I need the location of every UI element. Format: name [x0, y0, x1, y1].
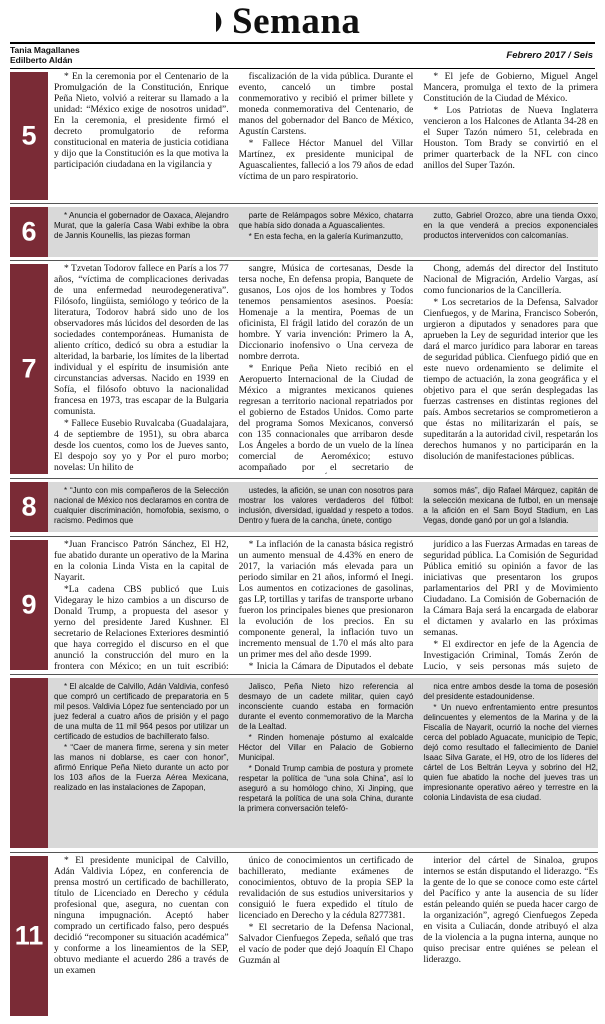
day-number: 5 — [21, 120, 37, 151]
text-column — [239, 856, 414, 1016]
text-column — [54, 72, 229, 200]
news-item: * Rinden homenaje póstumo al exalcalde Héctor del Villar en Palacio de Gobierno Municipal. — [238, 733, 414, 762]
day-number: 7 — [21, 353, 37, 384]
masthead — [0, 0, 605, 65]
news-item: * Fallece Eusebio Ruvalcaba (Guadalajara, 4 de septiembre de 1951), su obra abarca desde los cuentos, como los de Jueves santo, El despojo soy yo y Por el puro morbo; novelas: Un hilito de — [54, 419, 229, 473]
day-number: 8 — [21, 491, 37, 522]
news-item: zutto, Gabriel Orozco, abre una tienda Oxxo, en la que venderá a precios exponenciales productos intervenidos con calcomanías. — [423, 211, 598, 240]
text-column — [239, 540, 414, 670]
row-divider — [10, 478, 598, 479]
news-item: fiscalización de la vida pública. Durante el evento, canceló un timbre postal conmemorativo y recibió el primer billete y moneda conmemorativa del Centenario, de manos del gobernador del Banco de México, Agustín Carstens. — [238, 72, 414, 137]
day-row — [10, 72, 598, 200]
news-item: * Fallece Héctor Manuel del Villar Martínez, ex presidente municipal de Aguascalientes, falleció a los 79 años de edad víctima de un paro respiratorio. — [238, 139, 414, 182]
news-item: * El presidente municipal de Calvillo, Adán Valdivia López, en conferencia de prensa mostró un certificado de bachillerato, título de Licenciado en Derecho y cédula profesional que, asegura, no cuentan con ninguna impugnación. Aceptó haber comprado un certificado falso, pero después decidió “recomponer su situación académica” y conforme a los lineamientos de la SEP, obtuvo mediante el acuerdo 286 a través de un examen — [54, 856, 229, 976]
day-row — [10, 264, 598, 474]
half-circle-icon — [214, 10, 230, 34]
news-item: interior del cártel de Sinaloa, grupos internos se están disputando el liderazgo. “Es la gente de lo que se conoce como este cártel del Pacífico y ante la ausencia de su líder están peleando quién se pueda hacer cargo de la organización”, agregó Cienfuegos Zepeda en visita a Culiacán, donde atribuyó el alza de la violencia a la pugna interna, aunque no quiso precisar entre quiénes se pelean el liderazgo. — [423, 856, 598, 965]
news-item: * El alcalde de Calvillo, Adán Valdivia, confesó que compró un certificado de preparatoria en 5 mil pesos. Valdivia López fue sentenciado por un juez federal a cuatro años de prisión y el pago de una multa de 11 mil 964 pesos por utilizar un certificado de estudios de bachillerato falso. — [54, 682, 229, 741]
day-number-badge — [10, 72, 48, 200]
text-column — [239, 72, 414, 200]
text-column — [239, 264, 414, 474]
news-item: nica entre ambos desde la toma de posesión del presidente estadounidense. — [423, 682, 598, 701]
day-columns — [54, 540, 598, 670]
news-item: * Enrique Peña Nieto recibió en el Aeropuerto Internacional de la Ciudad de México a migrantes mexicanos quienes regresan a territorio nacional repatriados por el gobierno de Estados Unidos. Como parte del programa Somos Mexicanos, conversó con 135 connacionales que arribaron desde Los Ángeles a bordo de un vuelo de la línea comercial de Aeroméxico; estuvo acompañado por el secretario de — [238, 364, 414, 473]
news-item: * El exdirector en jefe de la Agencia de Investigación Criminal, Tomás Zerón de Lucio, y seis personas más sujeto de — [423, 640, 598, 670]
news-item: Chong, además del director del Instituto Nacional de Migración, Ardelio Vargas, así como funcionarios de la Cancillería. — [423, 264, 598, 296]
text-column — [54, 540, 229, 670]
news-item: * “Caer de manera firme, serena y sin meter las manos ni doblarse, es caer con honor”, afirmó Enrique Peña Nieto durante un acto por los 103 años de la Fuerza Aérea Mexicana, realizado en las instalaciones de Zapopan, — [54, 743, 229, 792]
news-item: * Los secretarios de la Defensa, Salvador Cienfuegos, y de Marina, Francisco Soberón, urgieron a diputados y senadores para que aprueben la Ley de seguridad interior que les dará el marco jurídico para laborar en tareas de seguridad pública. Cienfuego pidió que en este nuevo ordenamiento se delimite el tiempo de actuación, la zona geográfica y el objetivo para el que serán desplegadas las fuerzas castrenses en distintas regiones del país. Ambos secretarios se comprometieron a que éstas no militarizarán el país, se supeditarán a la autoridad civil, respetarán los derechos humanos y no participarán en la disolución de manifestaciones públicas. — [423, 298, 598, 462]
text-column — [423, 682, 598, 848]
news-item: * Donald Trump cambia de postura y promete respetar la política de “una sola China”, así lo aseguró a su homólogo chino, Xi Jinping, que respetará la política de una sola China, durante la primera conversación telefó- — [238, 764, 414, 813]
day-columns — [54, 682, 598, 848]
news-item: * En esta fecha, en la galería Kurimanzutto, — [248, 232, 403, 241]
news-item: ustedes, la afición, se unan con nosotros para mostrar los valores verdaderos del fútbol: inclusión, diversidad, igualdad y respeto a todos. Dentro y fuera de la cancha, únete, contigo — [238, 486, 414, 525]
news-item: único de conocimientos un certificado de bachillerato, mediante exámenes de conocimientos, obtuvo de la propia SEP la revalidación de sus estudios universitarios y consiguió le fuera expedido el título de licenciado en Derecho y la cédula 8277381. — [238, 856, 414, 921]
day-number: 11 — [14, 920, 44, 951]
day-number-badge — [10, 264, 48, 474]
news-item: * La inflación de la canasta básica registró un aumento mensual de 4.43% en enero de 2017, la variación más elevada para un periodo similar en 21 años, informó el Inegi. Los aumentos en cotizaciones de gasolinas, gas LP, tortillas y tarifas de transporte urbano fueron los principales bienes que presionaron la evolución de los precios. En su componente general, la inflación tuvo un incremento mensual de 1.70 el más alto para un primer mes del año desde 1999. — [238, 540, 414, 660]
news-item: somos más”, dijo Rafael Márquez, capitán de la selección mexicana de futbol, en un mensaje a la afición en el Sam Boyd Stadium, en Las Vegas, donde ganó por un gol a Islandia. — [423, 486, 598, 525]
news-item: * El secretario de la Defensa Nacional, Salvador Cienfuegos Zepeda, señaló que tras el vacío de poder que dejó Joaquín El Chapo Guzmán al — [238, 923, 414, 966]
row-divider — [10, 260, 598, 261]
section-title: Semana — [232, 1, 361, 42]
news-item: *La cadena CBS publicó que Luis Videgaray le hizo cambios a un discurso de Donald Trump, a propuesta del asesor y yerno del presidente Jared Kushner. El secretario de Relaciones Exteriores desmintió que haya corregido el discurso en el que anunció la construcción del muro en la frontera con México; en un tuit escribió: — [54, 585, 229, 670]
author-name: Edilberto Aldán — [10, 54, 73, 65]
day-number: 6 — [21, 216, 37, 247]
news-item: * Anuncia el gobernador de Oaxaca, Alejandro Murat, que la galería Casa Wabi exhibe la obra de Jannis Kounellis, las piezas forman — [54, 211, 229, 240]
day-row — [10, 207, 598, 257]
day-number-badge — [10, 207, 48, 257]
day-columns — [54, 856, 598, 1016]
text-column — [54, 682, 229, 848]
day-number-badge — [10, 482, 48, 532]
day-row — [10, 540, 598, 670]
text-column — [54, 264, 229, 474]
row-divider — [10, 536, 598, 537]
issue-date: Febrero 2017 / Seis — [506, 50, 593, 61]
author-name: Tania Magallanes — [10, 45, 80, 55]
news-item: * En la ceremonia por el Centenario de la Promulgación de la Constitución, Enrique Peña Nieto, volvió a reiterar su llamado a la unidad: “México exige de nosotros unidad”. En la ceremonia, el presidente firmó el decreto promulgatorio de reforma constitucional en materia de justicia cotidiana y dijo que la Constitución es la que motiva la participación ciudadana en la vigilancia y — [54, 72, 229, 170]
text-column — [423, 72, 598, 200]
text-column — [423, 264, 598, 474]
row-divider — [10, 852, 598, 853]
text-column — [239, 211, 414, 257]
day-columns — [54, 486, 598, 532]
text-column — [54, 856, 229, 1016]
day-row — [10, 856, 598, 1016]
text-column — [423, 540, 598, 670]
authors — [10, 46, 80, 65]
day-number: 9 — [21, 589, 37, 620]
day-number-badge — [10, 540, 48, 670]
day-row — [10, 482, 598, 532]
row-divider — [10, 203, 598, 204]
news-item: * El jefe de Gobierno, Miguel Ángel Mancera, promulga el texto de la primera Constitución de la Ciudad de México. — [423, 72, 598, 104]
day-row — [10, 678, 598, 848]
text-column — [423, 856, 598, 1016]
byline-bar — [10, 42, 595, 69]
news-item: sangre, Música de cortesanas, Desde la tersa noche, En defensa propia, Banquete de gusanos, Los ojos de los hombres y Todos tenemos pensamientos asesinos. Poesía: Homenaje a la mentira, Poemas de un oficinista, El frágil latido del corazón de un hombre. Y varia invención: Primero la A, Diccionario inofensivo o Una cerveza de nombre derrota. — [238, 264, 414, 362]
news-item: parte de Relámpagos sobre México, chatarra que había sido donada a Aguascalientes. — [238, 211, 414, 230]
day-columns — [54, 72, 598, 200]
news-item: * Inicia la Cámara de Diputados el debate — [248, 662, 414, 670]
news-item: * “Junto con mis compañeros de la Selección nacional de México nos declaramos en contra de cualquier discriminación, homofobia, sexismo, o racismo. Pedimos que — [54, 486, 229, 525]
news-item: * Tzvetan Todorov fallece en París a los 77 años, “víctima de complicaciones derivadas de una enfermedad neurodegenerativa”. Filósofo, lingüista, semiólogo y teórico de la literatura, Todorov habrá sido uno de los observadores más lúcidos del desorden de las sociedades contemporáneas. Humanista de aliento crítico, dedicó su obra a estudiar la alteridad, la barbarie, los límites de la libertad individual y el espíritu de insumisión ante circunstancias adversas. Nacido en 1939 en Sofía, el filósofo obtuvo la nacionalidad francesa en 1973, tras escapar de la Bulgaria comunista. — [54, 264, 229, 417]
news-item: * Un nuevo enfrentamiento entre presuntos delincuentes y elementos de la Marina y de la Fiscalía de Nayarit, ocurrió la noche del viernes cerca del poblado Aguacate, municipio de Tepic, dejó como resultado el fallecimiento de Daniel Isaac Silva Garate, el H9, otro de los líderes del cártel de Los Beltrán Leyva y sobrino del H2, quien fue abatido la noche del jueves tras un impresionante operativo aéreo y terrestre en la colonia Lindavista de esa ciudad. — [423, 703, 598, 802]
news-item: jurídico a las Fuerzas Armadas en tareas de seguridad pública. La Comisión de Seguridad Pública emitió su opinión a favor de las iniciativas que presentaron los grupos parlamentarios del PRI y de Movimiento Ciudadano. La Comisión de Gobernación de la Cámara Baja será la encargada de elaborar el dictamen y avalarlo en las próximas semanas. — [423, 540, 598, 638]
news-item: Jalisco, Peña Nieto hizo referencia al desmayo de un cadete militar, quien cayó inconsciente cuando estaba en formación durante el evento conmemorativo de la Marcha de la Lealtad. — [238, 682, 414, 731]
text-column — [239, 682, 414, 848]
text-column — [54, 211, 229, 257]
text-column — [423, 486, 598, 532]
day-columns — [54, 211, 598, 257]
text-column — [54, 486, 229, 532]
day-number-badge — [10, 856, 48, 1016]
day-number-badge — [10, 678, 48, 848]
news-item: *Juan Francisco Patrón Sánchez, El H2, fue abatido durante un operativo de la Marina en la colonia Linda Vista en la capital de Nayarit. — [54, 540, 229, 583]
news-item: * Los Patriotas de Nueva Inglaterra vencieron a los Halcones de Atlanta 34-28 en el Super Tazón número 51, celebrada en Houston. Tom Brady se convirtió en el primer quarterback de la NFL con cinco anillos del Super Tazón. — [423, 106, 598, 171]
day-columns — [54, 264, 598, 474]
row-divider — [10, 674, 598, 675]
text-column — [239, 486, 414, 532]
text-column — [423, 211, 598, 257]
